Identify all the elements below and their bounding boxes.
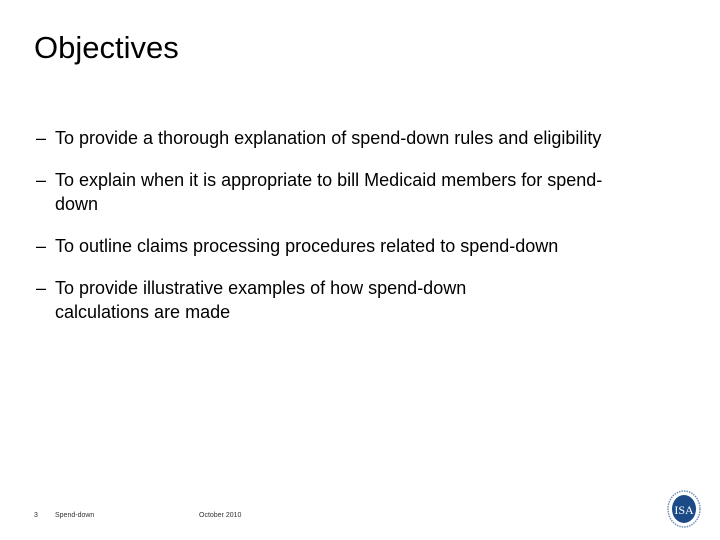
bullet-list: [36, 126, 676, 342]
slide-title: Objectives: [34, 30, 179, 65]
svg-text:ISA: ISA: [674, 503, 694, 517]
bullet-item: [36, 276, 676, 324]
bullet-dash: –: [36, 170, 47, 190]
bullet-dash: –: [36, 128, 47, 148]
bullet-text: To provide a thorough explanation of spend-down rules and eligibility: [55, 128, 602, 148]
bullet-item: [36, 234, 676, 258]
footer-topic: Spend-down: [55, 512, 95, 519]
bullet-dash: –: [36, 278, 47, 298]
bullet-text: To explain when it is appropriate to bill Medicaid members for spend-down: [55, 170, 603, 214]
bullet-text: To outline claims processing procedures related to spend-down: [55, 236, 559, 256]
bullet-text: To provide illustrative examples of how spend-down calculations are made: [55, 278, 467, 322]
bullet-item: [36, 168, 676, 216]
page-number: 3: [34, 512, 38, 519]
bullet-item: [36, 126, 676, 150]
footer-date: October 2010: [199, 512, 242, 519]
organization-logo: [667, 490, 701, 528]
bullet-dash: –: [36, 236, 47, 256]
